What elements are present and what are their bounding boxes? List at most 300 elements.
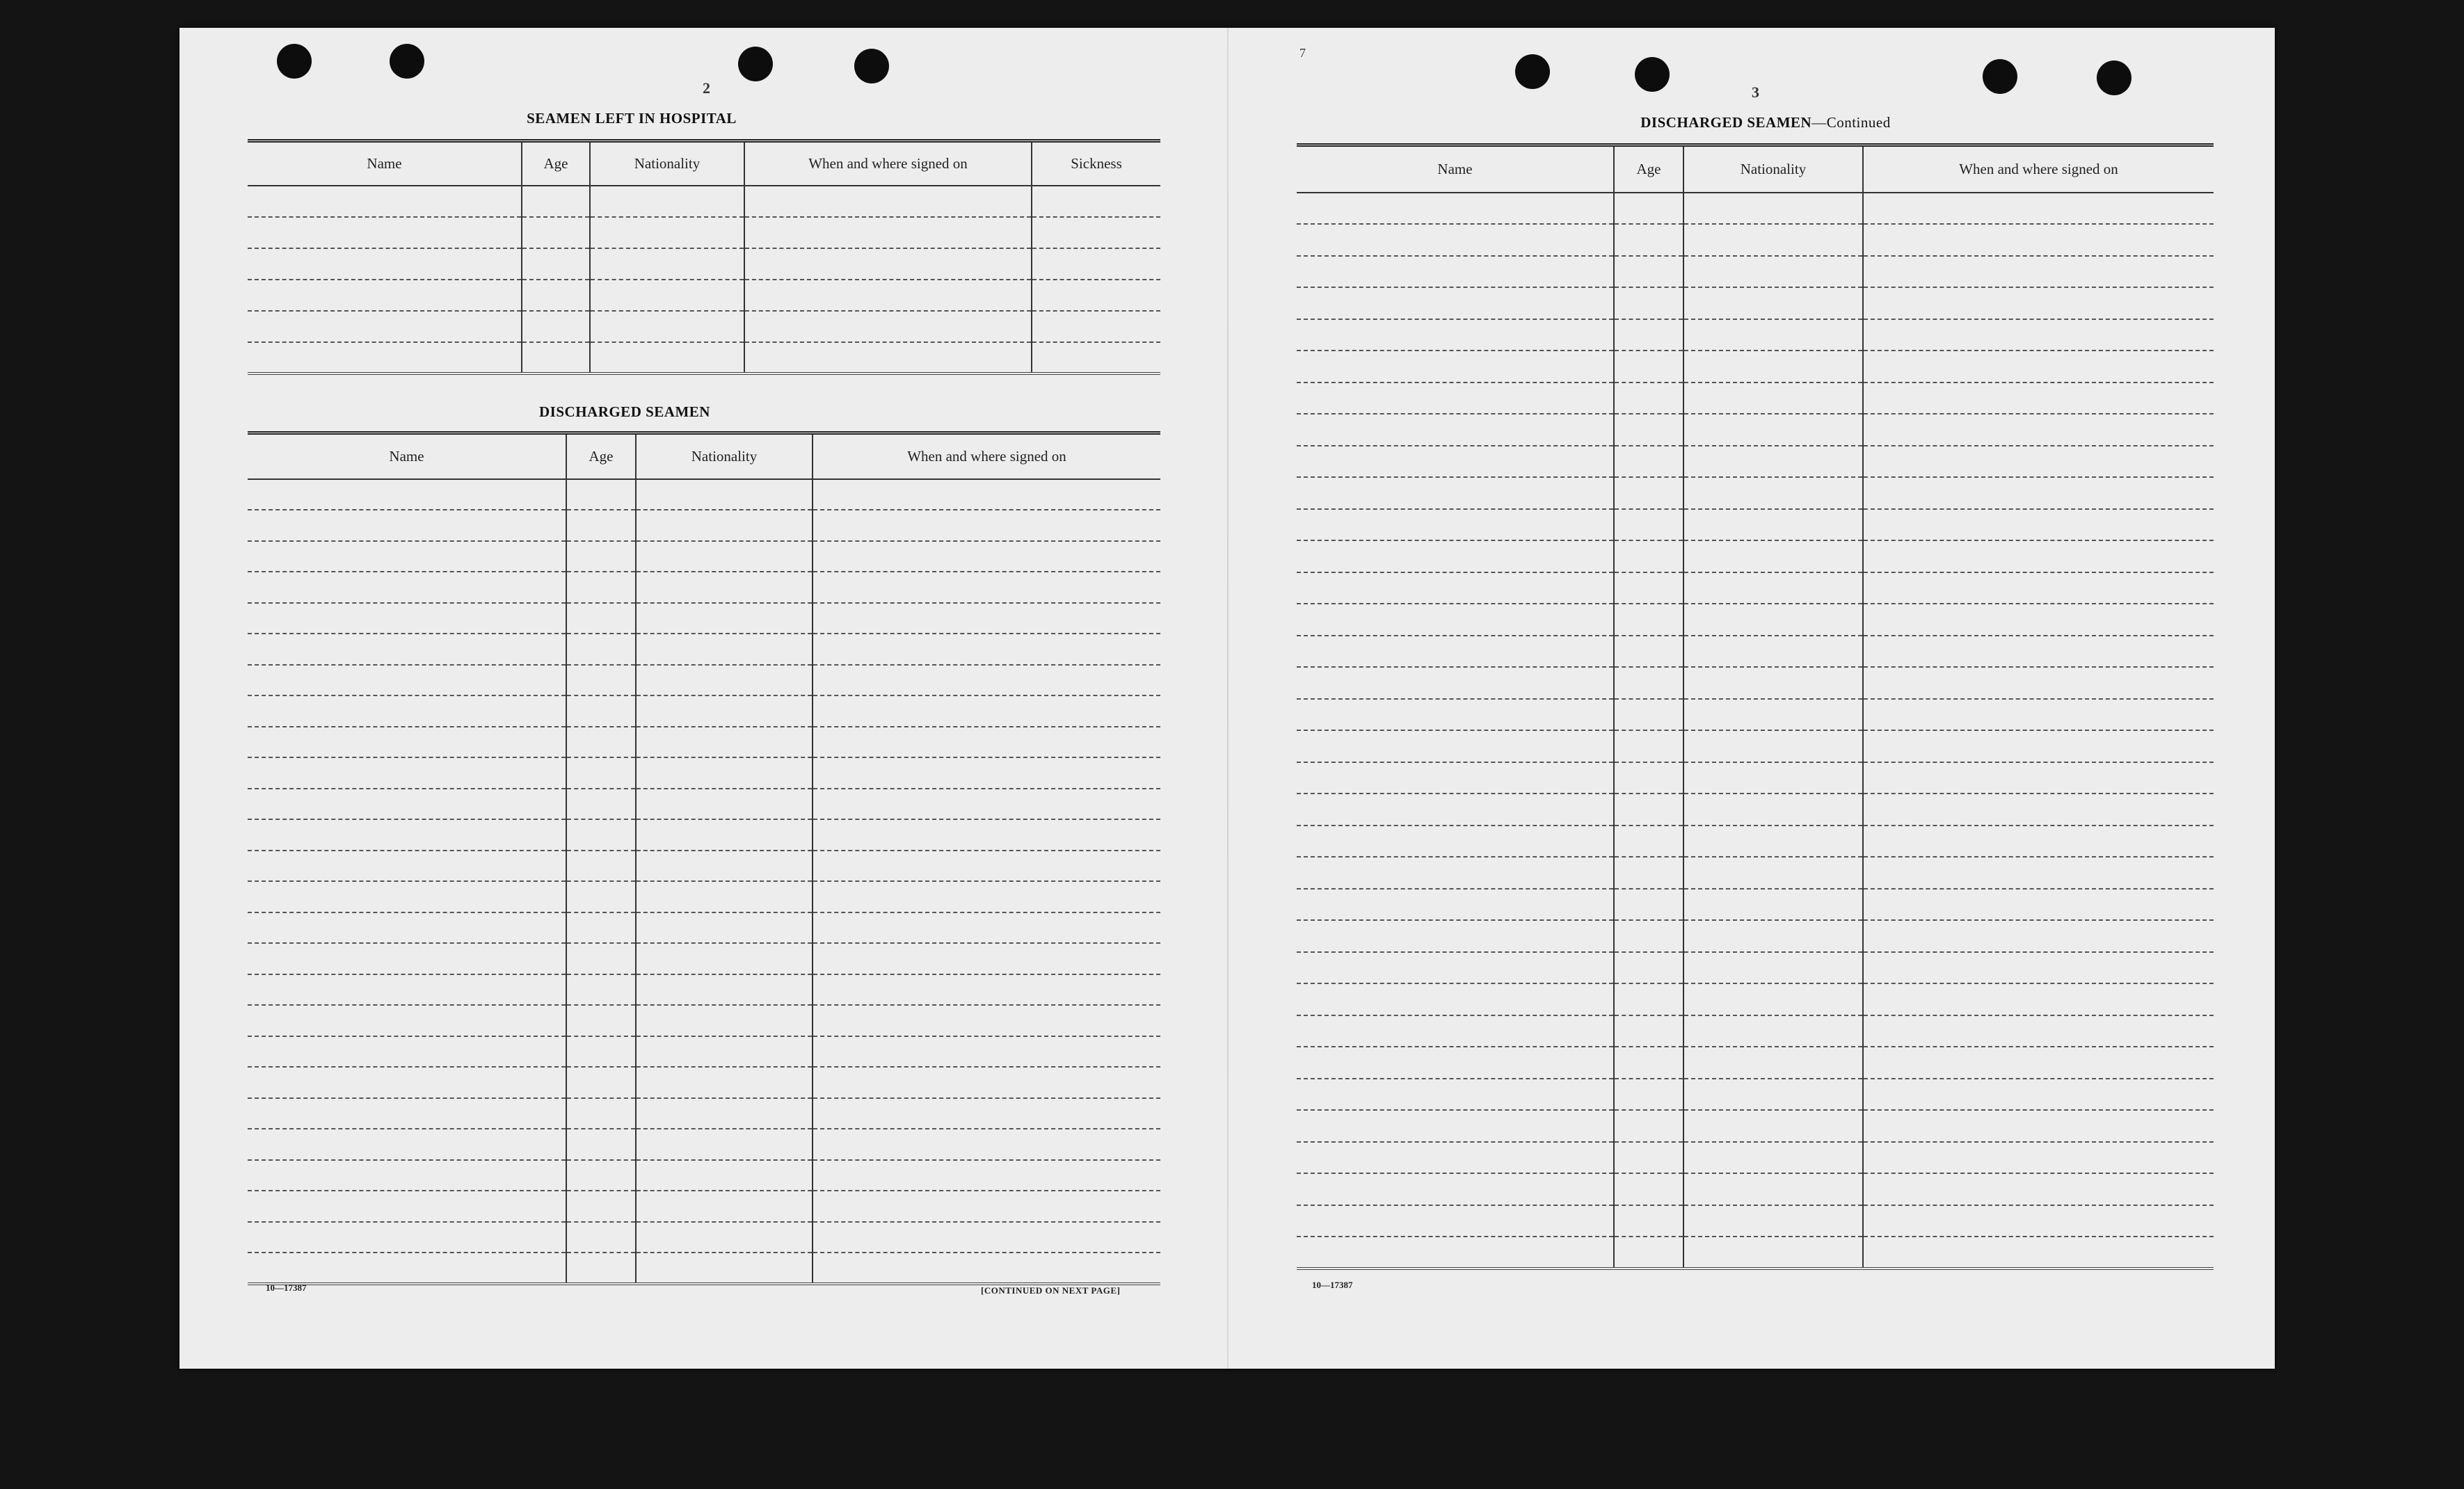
blank-cell[interactable] (1863, 446, 2214, 478)
blank-cell[interactable] (566, 1129, 636, 1160)
blank-cell[interactable] (566, 603, 636, 634)
blank-cell[interactable] (813, 665, 1160, 696)
blank-cell[interactable] (248, 1129, 566, 1160)
blank-cell[interactable] (248, 727, 566, 758)
blank-cell[interactable] (636, 665, 813, 696)
blank-cell[interactable] (566, 757, 636, 789)
blank-cell[interactable] (1614, 1015, 1683, 1047)
blank-cell[interactable] (636, 572, 813, 603)
blank-cell[interactable] (1614, 319, 1683, 351)
blank-cell[interactable] (813, 1222, 1160, 1253)
blank-cell[interactable] (1614, 1205, 1683, 1237)
blank-cell[interactable] (1683, 762, 1863, 794)
blank-cell[interactable] (1297, 889, 1614, 921)
blank-cell[interactable] (1863, 730, 2214, 762)
blank-cell[interactable] (1297, 193, 1614, 225)
blank-cell[interactable] (248, 280, 522, 311)
blank-cell[interactable] (1683, 572, 1863, 604)
blank-cell[interactable] (1683, 952, 1863, 984)
blank-cell[interactable] (813, 1160, 1160, 1191)
blank-cell[interactable] (566, 1005, 636, 1036)
blank-cell[interactable] (1863, 604, 2214, 636)
blank-cell[interactable] (636, 1222, 813, 1253)
blank-cell[interactable] (248, 695, 566, 727)
blank-cell[interactable] (1683, 193, 1863, 225)
blank-cell[interactable] (590, 217, 744, 248)
blank-cell[interactable] (566, 943, 636, 974)
blank-cell[interactable] (1614, 351, 1683, 383)
blank-cell[interactable] (1032, 248, 1160, 280)
blank-cell[interactable] (1683, 414, 1863, 446)
blank-cell[interactable] (566, 881, 636, 912)
blank-cell[interactable] (1614, 636, 1683, 668)
blank-cell[interactable] (1032, 217, 1160, 248)
blank-cell[interactable] (636, 695, 813, 727)
blank-cell[interactable] (1297, 730, 1614, 762)
blank-cell[interactable] (248, 311, 522, 342)
blank-cell[interactable] (522, 342, 590, 373)
blank-cell[interactable] (1863, 1015, 2214, 1047)
blank-cell[interactable] (813, 479, 1160, 510)
blank-cell[interactable] (248, 1191, 566, 1222)
blank-cell[interactable] (1614, 1142, 1683, 1174)
blank-cell[interactable] (1614, 604, 1683, 636)
blank-cell[interactable] (813, 572, 1160, 603)
table-row (248, 789, 1160, 820)
blank-cell[interactable] (1683, 509, 1863, 541)
blank-cell[interactable] (1863, 1205, 2214, 1237)
table-row (248, 1098, 1160, 1129)
blank-cell[interactable] (1297, 604, 1614, 636)
blank-cell[interactable] (1614, 1047, 1683, 1079)
blank-cell[interactable] (590, 342, 744, 373)
blank-cell[interactable] (1863, 287, 2214, 319)
blank-cell[interactable] (636, 1067, 813, 1098)
blank-cell[interactable] (590, 280, 744, 311)
blank-cell[interactable] (744, 280, 1032, 311)
blank-cell[interactable] (1683, 1142, 1863, 1174)
blank-cell[interactable] (813, 1129, 1160, 1160)
blank-cell[interactable] (636, 1129, 813, 1160)
blank-cell[interactable] (1683, 1205, 1863, 1237)
blank-cell[interactable] (813, 819, 1160, 851)
blank-cell[interactable] (248, 479, 566, 510)
blank-cell[interactable] (566, 695, 636, 727)
blank-cell[interactable] (813, 1005, 1160, 1036)
blank-cell[interactable] (636, 1005, 813, 1036)
blank-cell[interactable] (248, 819, 566, 851)
blank-cell[interactable] (248, 789, 566, 820)
blank-cell[interactable] (248, 1160, 566, 1191)
blank-cell[interactable] (1683, 477, 1863, 509)
blank-cell[interactable] (1297, 920, 1614, 952)
blank-cell[interactable] (566, 572, 636, 603)
table-row (248, 248, 1160, 280)
blank-cell[interactable] (566, 819, 636, 851)
blank-cell[interactable] (1614, 383, 1683, 414)
table-row (248, 572, 1160, 603)
blank-cell[interactable] (1683, 1173, 1863, 1205)
blank-cell[interactable] (1863, 1173, 2214, 1205)
blank-cell[interactable] (1863, 224, 2214, 256)
blank-cell[interactable] (248, 1067, 566, 1098)
table-row (248, 695, 1160, 727)
blank-cell[interactable] (1614, 667, 1683, 699)
blank-cell[interactable] (1032, 186, 1160, 217)
blank-cell[interactable] (566, 1222, 636, 1253)
table-row (1297, 983, 2214, 1015)
blank-cell[interactable] (813, 695, 1160, 727)
blank-cell[interactable] (566, 727, 636, 758)
blank-cell[interactable] (1297, 1237, 1614, 1269)
blank-cell[interactable] (248, 541, 566, 572)
punch-hole (738, 47, 773, 81)
blank-cell[interactable] (744, 186, 1032, 217)
blank-cell[interactable] (248, 665, 566, 696)
blank-cell[interactable] (566, 1253, 636, 1284)
blank-cell[interactable] (813, 1067, 1160, 1098)
blank-cell[interactable] (813, 727, 1160, 758)
blank-cell[interactable] (813, 943, 1160, 974)
blank-cell[interactable] (813, 1036, 1160, 1068)
blank-cell[interactable] (1863, 414, 2214, 446)
table-row (1297, 509, 2214, 541)
blank-cell[interactable] (1683, 1047, 1863, 1079)
blank-cell[interactable] (1683, 1110, 1863, 1142)
blank-cell[interactable] (636, 881, 813, 912)
blank-cell[interactable] (1614, 572, 1683, 604)
punch-hole (390, 44, 424, 79)
blank-cell[interactable] (1683, 730, 1863, 762)
blank-cell[interactable] (636, 912, 813, 944)
table-row (1297, 1015, 2214, 1047)
blank-cell[interactable] (1297, 826, 1614, 858)
blank-cell[interactable] (636, 727, 813, 758)
blank-cell[interactable] (1614, 983, 1683, 1015)
blank-cell[interactable] (636, 789, 813, 820)
blank-cell[interactable] (636, 1036, 813, 1068)
blank-cell[interactable] (248, 510, 566, 541)
blank-cell[interactable] (248, 603, 566, 634)
blank-cell[interactable] (248, 342, 522, 373)
blank-cell[interactable] (1614, 1110, 1683, 1142)
blank-cell[interactable] (1683, 287, 1863, 319)
blank-cell[interactable] (744, 217, 1032, 248)
blank-cell[interactable] (1614, 287, 1683, 319)
blank-cell[interactable] (744, 311, 1032, 342)
blank-cell[interactable] (1863, 794, 2214, 826)
blank-cell[interactable] (566, 634, 636, 665)
blank-cell[interactable] (566, 510, 636, 541)
blank-cell[interactable] (248, 248, 522, 280)
blank-cell[interactable] (1683, 1237, 1863, 1269)
blank-cell[interactable] (1863, 1079, 2214, 1111)
blank-cell[interactable] (1297, 1110, 1614, 1142)
blank-cell[interactable] (1297, 383, 1614, 414)
blank-cell[interactable] (1863, 1142, 2214, 1174)
blank-cell[interactable] (566, 1036, 636, 1068)
blank-cell[interactable] (1863, 636, 2214, 668)
blank-cell[interactable] (1297, 351, 1614, 383)
blank-cell[interactable] (1297, 699, 1614, 731)
blank-cell[interactable] (1683, 983, 1863, 1015)
blank-cell[interactable] (1863, 889, 2214, 921)
column-header-sickness: Sickness (1032, 141, 1160, 186)
blank-cell[interactable] (1297, 857, 1614, 889)
blank-cell[interactable] (248, 1098, 566, 1129)
blank-cell[interactable] (566, 974, 636, 1006)
blank-cell[interactable] (1614, 446, 1683, 478)
blank-cell[interactable] (1297, 446, 1614, 478)
blank-cell[interactable] (1297, 636, 1614, 668)
blank-cell[interactable] (1863, 1110, 2214, 1142)
blank-cell[interactable] (522, 217, 590, 248)
blank-cell[interactable] (566, 1191, 636, 1222)
blank-cell[interactable] (1614, 224, 1683, 256)
blank-cell[interactable] (744, 342, 1032, 373)
blank-cell[interactable] (1863, 351, 2214, 383)
blank-cell[interactable] (1614, 540, 1683, 572)
blank-cell[interactable] (636, 1098, 813, 1129)
blank-cell[interactable] (813, 974, 1160, 1006)
blank-cell[interactable] (590, 186, 744, 217)
blank-cell[interactable] (1683, 351, 1863, 383)
blank-cell[interactable] (1297, 1205, 1614, 1237)
blank-cell[interactable] (1683, 604, 1863, 636)
blank-cell[interactable] (248, 1005, 566, 1036)
blank-cell[interactable] (813, 789, 1160, 820)
blank-cell[interactable] (1863, 383, 2214, 414)
blank-cell[interactable] (813, 1253, 1160, 1284)
blank-cell[interactable] (1297, 1015, 1614, 1047)
blank-cell[interactable] (1683, 1015, 1863, 1047)
blank-cell[interactable] (248, 1253, 566, 1284)
blank-cell[interactable] (1614, 826, 1683, 858)
blank-cell[interactable] (1683, 826, 1863, 858)
blank-cell[interactable] (1863, 826, 2214, 858)
blank-cell[interactable] (1614, 509, 1683, 541)
blank-cell[interactable] (1032, 280, 1160, 311)
document-sheet (179, 28, 2275, 1369)
blank-cell[interactable] (1297, 667, 1614, 699)
blank-cell[interactable] (1863, 193, 2214, 225)
blank-cell[interactable] (1614, 920, 1683, 952)
blank-cell[interactable] (1683, 699, 1863, 731)
blank-cell[interactable] (1032, 342, 1160, 373)
table-row (1297, 1173, 2214, 1205)
blank-cell[interactable] (1297, 287, 1614, 319)
blank-cell[interactable] (1614, 730, 1683, 762)
blank-cell[interactable] (1297, 224, 1614, 256)
blank-cell[interactable] (1297, 414, 1614, 446)
blank-cell[interactable] (1614, 477, 1683, 509)
blank-cell[interactable] (1614, 1079, 1683, 1111)
blank-cell[interactable] (1297, 1079, 1614, 1111)
table-row (248, 943, 1160, 974)
blank-cell[interactable] (248, 1036, 566, 1068)
blank-cell[interactable] (522, 311, 590, 342)
blank-cell[interactable] (813, 757, 1160, 789)
blank-cell[interactable] (813, 541, 1160, 572)
blank-cell[interactable] (813, 603, 1160, 634)
blank-cell[interactable] (636, 1253, 813, 1284)
blank-cell[interactable] (1863, 572, 2214, 604)
blank-cell[interactable] (636, 1191, 813, 1222)
blank-cell[interactable] (1614, 857, 1683, 889)
blank-cell[interactable] (1683, 1079, 1863, 1111)
blank-cell[interactable] (636, 479, 813, 510)
blank-cell[interactable] (636, 974, 813, 1006)
blank-cell[interactable] (1297, 1047, 1614, 1079)
blank-cell[interactable] (566, 479, 636, 510)
blank-cell[interactable] (1683, 446, 1863, 478)
blank-cell[interactable] (636, 541, 813, 572)
table-row (1297, 224, 2214, 256)
table-row (248, 727, 1160, 758)
blank-cell[interactable] (1683, 667, 1863, 699)
blank-cell[interactable] (522, 280, 590, 311)
blank-cell[interactable] (636, 757, 813, 789)
blank-cell[interactable] (1614, 762, 1683, 794)
blank-cell[interactable] (1297, 540, 1614, 572)
blank-cell[interactable] (1863, 1047, 2214, 1079)
blank-cell[interactable] (813, 1191, 1160, 1222)
blank-cell[interactable] (1683, 920, 1863, 952)
blank-cell[interactable] (1683, 319, 1863, 351)
blank-cell[interactable] (1032, 311, 1160, 342)
table-row (1297, 762, 2214, 794)
blank-cell[interactable] (248, 912, 566, 944)
blank-cell[interactable] (636, 819, 813, 851)
blank-cell[interactable] (248, 1222, 566, 1253)
blank-cell[interactable] (636, 603, 813, 634)
blank-cell[interactable] (1297, 256, 1614, 288)
blank-cell[interactable] (248, 634, 566, 665)
blank-cell[interactable] (1614, 193, 1683, 225)
margin-mark: 7 (1299, 46, 1306, 60)
blank-cell[interactable] (636, 634, 813, 665)
blank-cell[interactable] (522, 248, 590, 280)
blank-cell[interactable] (813, 510, 1160, 541)
blank-cell[interactable] (1863, 762, 2214, 794)
blank-cell[interactable] (1863, 667, 2214, 699)
blank-cell[interactable] (1614, 699, 1683, 731)
blank-cell[interactable] (590, 311, 744, 342)
table-row (1297, 319, 2214, 351)
blank-cell[interactable] (636, 1160, 813, 1191)
blank-cell[interactable] (1297, 983, 1614, 1015)
blank-cell[interactable] (1614, 889, 1683, 921)
table-row (248, 541, 1160, 572)
blank-cell[interactable] (566, 912, 636, 944)
blank-cell[interactable] (813, 634, 1160, 665)
blank-cell[interactable] (1683, 889, 1863, 921)
blank-cell[interactable] (1683, 383, 1863, 414)
blank-cell[interactable] (744, 248, 1032, 280)
blank-cell[interactable] (1863, 857, 2214, 889)
blank-cell[interactable] (1683, 224, 1863, 256)
blank-cell[interactable] (1614, 794, 1683, 826)
blank-cell[interactable] (1863, 477, 2214, 509)
blank-cell[interactable] (1863, 509, 2214, 541)
table-row (248, 881, 1160, 912)
blank-cell[interactable] (813, 912, 1160, 944)
blank-cell[interactable] (566, 1098, 636, 1129)
table-row (248, 1253, 1160, 1284)
table-row (1297, 351, 2214, 383)
right-page-number: 3 (1752, 83, 1759, 101)
blank-cell[interactable] (1297, 319, 1614, 351)
blank-cell[interactable] (522, 186, 590, 217)
blank-cell[interactable] (813, 881, 1160, 912)
blank-cell[interactable] (1863, 540, 2214, 572)
blank-cell[interactable] (1614, 256, 1683, 288)
blank-cell[interactable] (1683, 857, 1863, 889)
blank-cell[interactable] (1297, 794, 1614, 826)
blank-cell[interactable] (1297, 1142, 1614, 1174)
blank-cell[interactable] (1863, 1237, 2214, 1269)
blank-cell[interactable] (1683, 256, 1863, 288)
blank-cell[interactable] (1683, 540, 1863, 572)
right-form-code: 10—17387 (1312, 1280, 1353, 1290)
table-row (1297, 952, 2214, 984)
blank-cell[interactable] (1297, 572, 1614, 604)
blank-cell[interactable] (636, 851, 813, 882)
blank-cell[interactable] (1683, 636, 1863, 668)
blank-cell[interactable] (248, 974, 566, 1006)
table-row (248, 342, 1160, 373)
blank-cell[interactable] (1863, 319, 2214, 351)
blank-cell[interactable] (248, 881, 566, 912)
blank-cell[interactable] (566, 665, 636, 696)
blank-cell[interactable] (1863, 952, 2214, 984)
blank-cell[interactable] (566, 789, 636, 820)
left-page-number: 2 (703, 79, 710, 97)
blank-cell[interactable] (248, 186, 522, 217)
blank-cell[interactable] (566, 851, 636, 882)
blank-cell[interactable] (248, 851, 566, 882)
blank-cell[interactable] (813, 851, 1160, 882)
blank-cell[interactable] (1614, 952, 1683, 984)
blank-cell[interactable] (636, 943, 813, 974)
blank-cell[interactable] (1297, 1173, 1614, 1205)
blank-cell[interactable] (566, 1067, 636, 1098)
blank-cell[interactable] (1863, 699, 2214, 731)
blank-cell[interactable] (248, 943, 566, 974)
blank-cell[interactable] (566, 541, 636, 572)
blank-cell[interactable] (248, 572, 566, 603)
blank-cell[interactable] (636, 510, 813, 541)
blank-cell[interactable] (1614, 1237, 1683, 1269)
blank-cell[interactable] (1863, 983, 2214, 1015)
blank-cell[interactable] (1683, 794, 1863, 826)
punch-hole (277, 44, 312, 79)
table-row (248, 1067, 1160, 1098)
blank-cell[interactable] (566, 1160, 636, 1191)
blank-cell[interactable] (1297, 509, 1614, 541)
blank-cell[interactable] (1297, 952, 1614, 984)
blank-cell[interactable] (1297, 477, 1614, 509)
blank-cell[interactable] (1297, 762, 1614, 794)
blank-cell[interactable] (1863, 920, 2214, 952)
blank-cell[interactable] (248, 757, 566, 789)
blank-cell[interactable] (813, 1098, 1160, 1129)
blank-cell[interactable] (1614, 1173, 1683, 1205)
blank-cell[interactable] (1614, 414, 1683, 446)
blank-cell[interactable] (590, 248, 744, 280)
blank-cell[interactable] (1863, 256, 2214, 288)
blank-cell[interactable] (248, 217, 522, 248)
